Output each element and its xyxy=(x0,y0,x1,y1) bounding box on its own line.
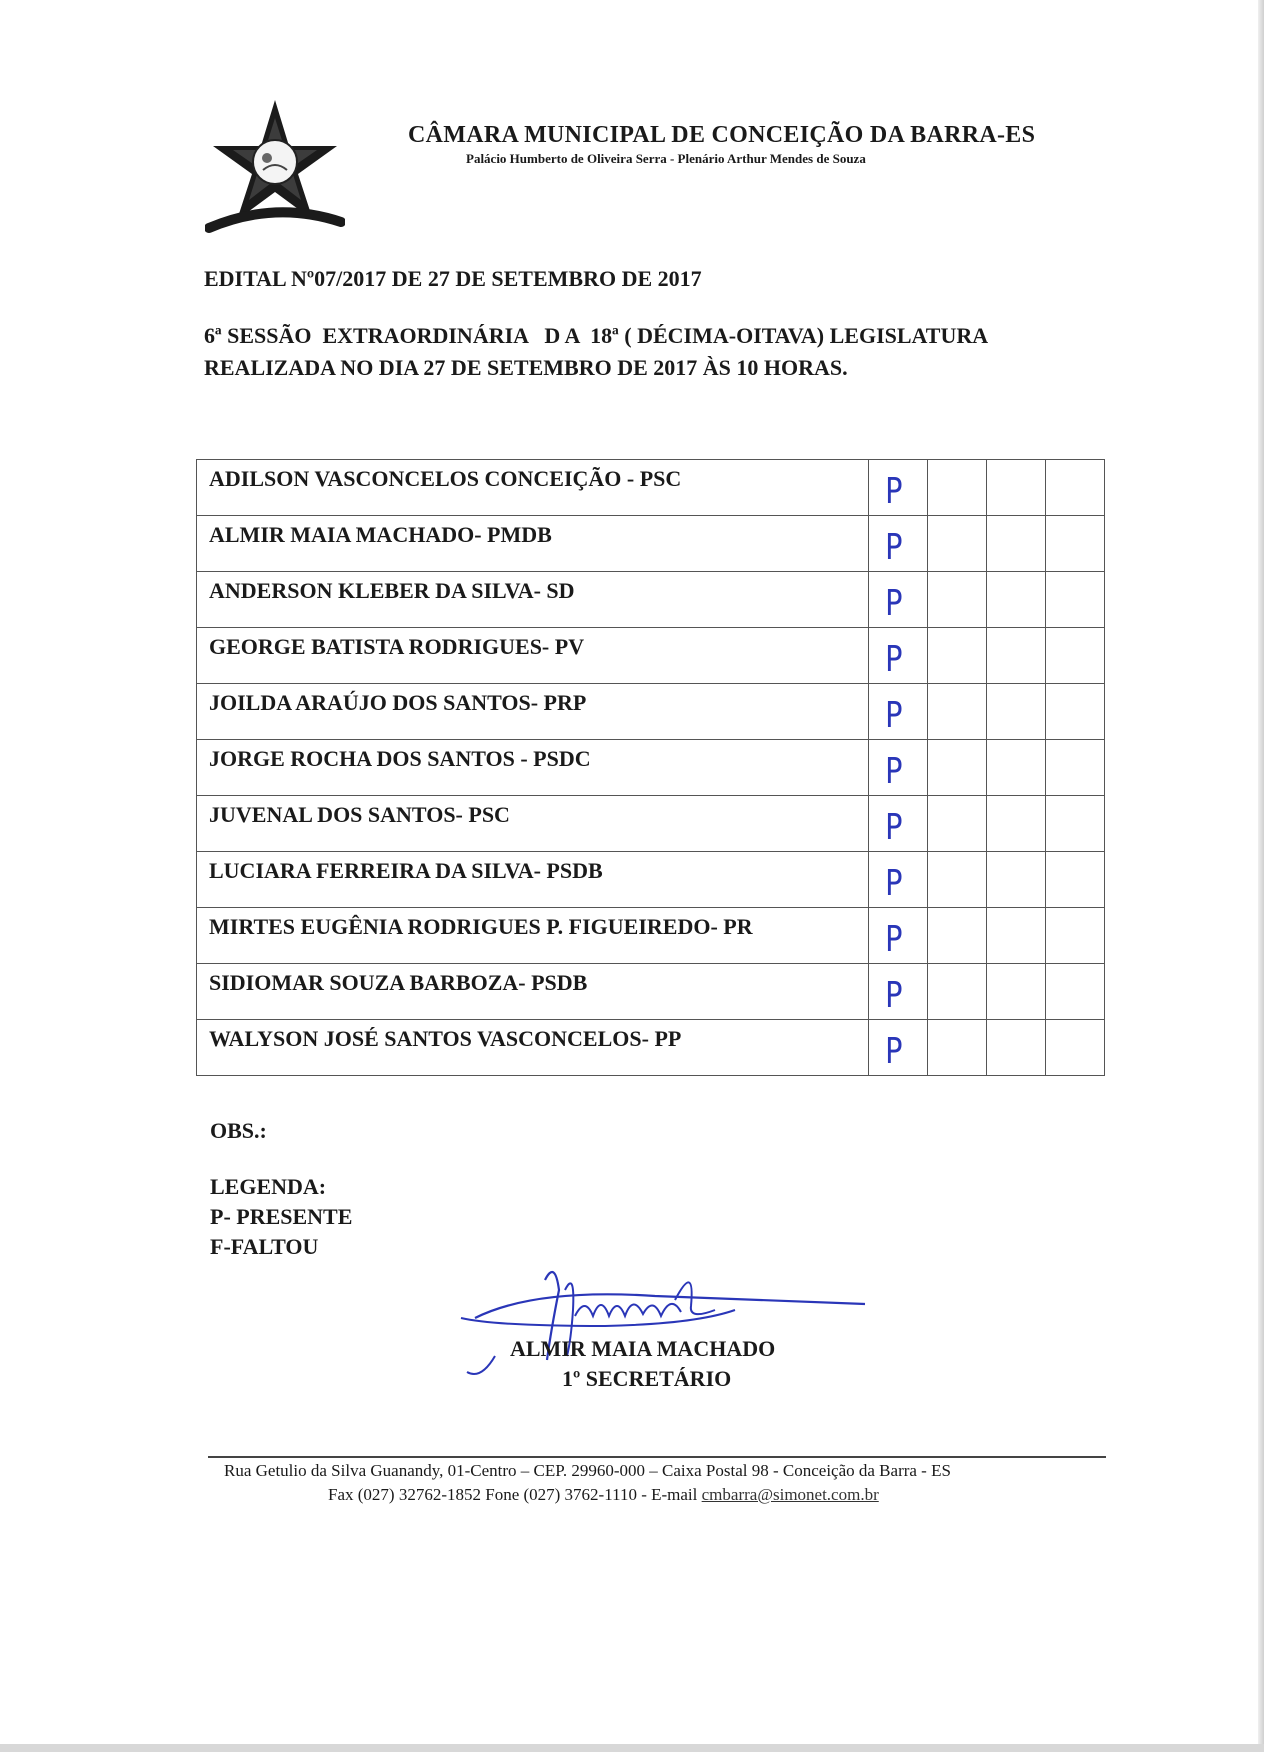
table-row xyxy=(197,1020,1105,1076)
edital-heading: EDITAL Nº07/2017 DE 27 DE SETEMBRO DE 2017 xyxy=(204,266,702,291)
table-row xyxy=(197,684,1105,740)
handwritten-mark: P xyxy=(885,639,903,680)
councillor-name: ALMIR MAIA MACHADO- PMDB xyxy=(197,516,869,572)
footer-contact xyxy=(328,1485,879,1505)
chamber-title: CÂMARA MUNICIPAL DE CONCEIÇÃO DA BARRA-ES xyxy=(408,122,1036,148)
empty-cell xyxy=(987,460,1046,516)
empty-cell xyxy=(987,684,1046,740)
table-row xyxy=(197,460,1105,516)
chamber-logo-star-icon xyxy=(205,100,345,240)
handwritten-mark: P xyxy=(885,1031,903,1072)
table-row xyxy=(197,572,1105,628)
empty-cell xyxy=(1046,460,1105,516)
handwritten-mark: P xyxy=(885,863,903,904)
handwritten-mark: P xyxy=(885,807,903,848)
table-row xyxy=(197,796,1105,852)
handwritten-mark: P xyxy=(885,751,903,792)
empty-cell xyxy=(987,852,1046,908)
handwritten-mark: P xyxy=(885,527,903,568)
empty-cell xyxy=(1046,572,1105,628)
table-row xyxy=(197,516,1105,572)
empty-cell xyxy=(928,516,987,572)
table-row xyxy=(197,852,1105,908)
empty-cell xyxy=(1046,908,1105,964)
empty-cell xyxy=(928,572,987,628)
session-line-2: REALIZADA NO DIA 27 DE SETEMBRO DE 2017 ÀS 10 HORAS. xyxy=(204,355,848,380)
empty-cell xyxy=(1046,964,1105,1020)
footer-email-link[interactable]: cmbarra@simonet.com.br xyxy=(701,1485,879,1504)
councillor-name: GEORGE BATISTA RODRIGUES- PV xyxy=(197,628,869,684)
chamber-subtitle: Palácio Humberto de Oliveira Serra - Plenário Arthur Mendes de Souza xyxy=(466,151,866,166)
councillor-name: MIRTES EUGÊNIA RODRIGUES P. FIGUEIREDO- PR xyxy=(197,908,869,964)
councillor-name: WALYSON JOSÉ SANTOS VASCONCELOS- PP xyxy=(197,1020,869,1076)
handwritten-mark: P xyxy=(885,695,903,736)
scan-edge-right xyxy=(1258,0,1264,1752)
empty-cell xyxy=(928,740,987,796)
table-row xyxy=(197,964,1105,1020)
empty-cell xyxy=(928,852,987,908)
table-row xyxy=(197,628,1105,684)
signatory-name: ALMIR MAIA MACHADO xyxy=(510,1336,776,1361)
table-row xyxy=(197,908,1105,964)
empty-cell xyxy=(987,796,1046,852)
session-heading xyxy=(204,320,988,384)
empty-cell xyxy=(987,572,1046,628)
table-row xyxy=(197,740,1105,796)
obs-label: OBS.: xyxy=(210,1118,267,1143)
empty-cell xyxy=(987,964,1046,1020)
empty-cell xyxy=(928,684,987,740)
councillor-name: JOILDA ARAÚJO DOS SANTOS- PRP xyxy=(197,684,869,740)
scan-edge-bottom xyxy=(0,1744,1264,1752)
empty-cell xyxy=(1046,1020,1105,1076)
empty-cell xyxy=(1046,684,1105,740)
empty-cell xyxy=(987,1020,1046,1076)
empty-cell xyxy=(928,628,987,684)
signatory-role: 1º SECRETÁRIO xyxy=(562,1366,732,1391)
empty-cell xyxy=(928,908,987,964)
legend-absent: F-FALTOU xyxy=(210,1234,319,1259)
empty-cell xyxy=(1046,516,1105,572)
handwritten-signature xyxy=(455,1260,875,1380)
councillor-name: ADILSON VASCONCELOS CONCEIÇÃO - PSC xyxy=(197,460,869,516)
handwritten-mark: P xyxy=(885,471,903,512)
empty-cell xyxy=(987,740,1046,796)
empty-cell xyxy=(1046,628,1105,684)
footer-phone-fax: Fax (027) 32762-1852 Fone (027) 3762-1110 - E-mail xyxy=(328,1485,702,1504)
empty-cell xyxy=(987,628,1046,684)
session-line-1: 6ª SESSÃO EXTRAORDINÁRIA D A 18ª ( DÉCIMA-OITAVA) LEGISLATURA xyxy=(204,323,989,348)
empty-cell xyxy=(1046,796,1105,852)
handwritten-mark: P xyxy=(885,975,903,1016)
footer-address: Rua Getulio da Silva Guanandy, 01-Centro – CEP. 29960-000 – Caixa Postal 98 - Conceição da Barra - ES xyxy=(224,1461,951,1480)
empty-cell xyxy=(1046,740,1105,796)
handwritten-mark: P xyxy=(885,919,903,960)
empty-cell xyxy=(928,460,987,516)
handwritten-mark: P xyxy=(885,583,903,624)
legend xyxy=(210,1172,352,1262)
legend-present: P- PRESENTE xyxy=(210,1204,353,1229)
councillor-name: ANDERSON KLEBER DA SILVA- SD xyxy=(197,572,869,628)
legend-title: LEGENDA: xyxy=(210,1174,327,1199)
empty-cell xyxy=(987,516,1046,572)
councillor-name: JUVENAL DOS SANTOS- PSC xyxy=(197,796,869,852)
empty-cell xyxy=(987,908,1046,964)
councillor-name: LUCIARA FERREIRA DA SILVA- PSDB xyxy=(197,852,869,908)
councillor-name: JORGE ROCHA DOS SANTOS - PSDC xyxy=(197,740,869,796)
empty-cell xyxy=(928,964,987,1020)
footer-divider xyxy=(208,1456,1106,1458)
empty-cell xyxy=(1046,852,1105,908)
empty-cell xyxy=(928,1020,987,1076)
councillor-name: SIDIOMAR SOUZA BARBOZA- PSDB xyxy=(197,964,869,1020)
empty-cell xyxy=(928,796,987,852)
attendance-table xyxy=(196,459,1105,1076)
